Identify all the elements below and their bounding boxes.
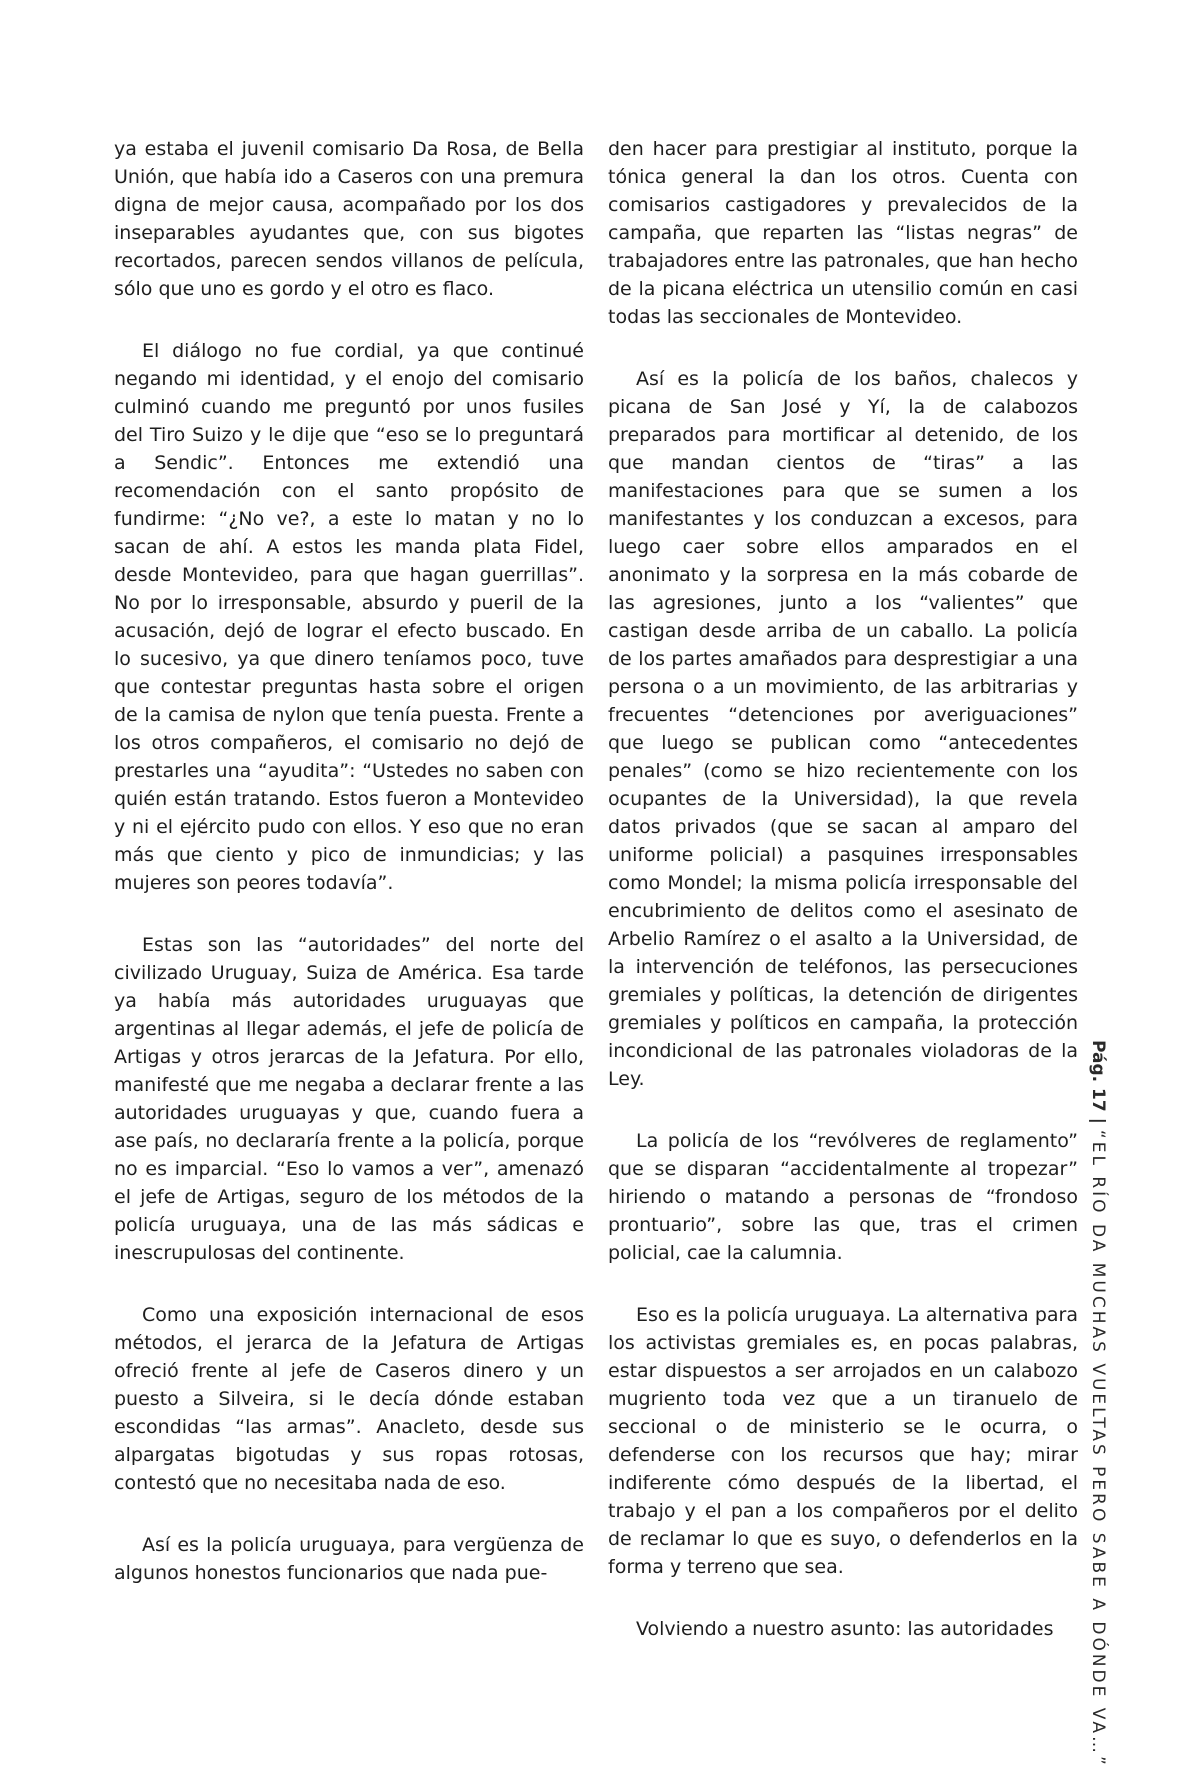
paragraph: Así es la policía uruguaya, para vergüenza de algunos honestos funcionarios que nada pue- [114, 1534, 584, 1584]
left-column [114, 135, 584, 1621]
page-footer-sidebar [1088, 1040, 1108, 1768]
paragraph: Así es la policía de los baños, chalecos y picana de San José y Yí, la de calabozos preparados para mortificar al detenido, de los que mandan cientos de “tiras” a las manifestaciones para que se sumen a los manifestantes y los conduzcan a excesos, para luego caer sobre ellos amparados en el anonimato y la sorpresa en la más cobarde de las agresiones, junto a los “valientes” que castigan desde arriba de un caballo. La policía de los partes amañados para desprestigiar a una persona o a un movimiento, de las arbitrarias y frecuentes “detenciones por averiguaciones” que luego se publican como “antecedentes penales” (como se hizo recientemente con los ocupantes de la Universidad), la que revela datos privados (que se sacan al amparo del uniforme policial) a pasquines irresponsables como Mondel; la misma policía irresponsable del encubrimiento de delitos como el asesinato de Arbelio Ramírez o el asalto a la Universidad, de la intervención de teléfonos, las persecuciones gremiales y políticas, la detención de dirigentes gremiales y políticos en campaña, la protección incondicional de las patronales violadoras de la Ley. [608, 368, 1078, 1090]
paragraph: Volviendo a nuestro asunto: las autoridades [636, 1618, 1054, 1640]
paragraph: Como una exposición internacional de esos métodos, el jerarca de la Jefatura de Artigas ofreció frente al jefe de Caseros dinero y un puesto a Silveira, si le decía dónde estaban escondidas “las armas”. Anacleto, desde sus alpargatas bigotudas y sus ropas rotosas, contestó que no necesitaba nada de eso. [114, 1304, 584, 1494]
paragraph: El diálogo no fue cordial, ya que continué negando mi identidad, y el enojo del comisario culminó cuando me preguntó por unos fusiles del Tiro Suizo y le dije que “eso se lo preguntará a Sendic”. Entonces me extendió una recomendación con el santo propósito de fundirme: “¿No ve?, a este lo matan y no lo sacan de ahí. A estos les manda plata Fidel, desde Montevideo, para que hagan guerrillas”. No por lo irresponsable, absurdo y pueril de la acusación, dejó de lograr el efecto buscado. En lo sucesivo, ya que dinero teníamos poco, tuve que contestar preguntas hasta sobre el origen de la camisa de nylon que tenía puesta. Frente a los otros compañeros, el comisario no dejó de prestarles una “ayudita”: “Ustedes no saben con quién están tratando. Estos fueron a Montevideo y ni el ejército pudo con ellos. Y eso que no eran más que ciento y pico de inmundicias; y las mujeres son peores todavía”. [114, 340, 584, 894]
paragraph: den hacer para prestigiar al instituto, porque la tónica general la dan los otros. Cuenta con comisarios castigadores y prevalecidos de la campaña, que reparten las “listas negras” de trabajadores entre las patronales, que han hecho de la picana eléctrica un utensilio común en casi todas las seccionales de Montevideo. [608, 138, 1078, 328]
paragraph: ya estaba el juvenil comisario Da Rosa, de Bella Unión, que había ido a Caseros con una premura digna de mejor causa, acompañado por los dos inseparables ayudantes que, con sus bigotes recortados, parecen sendos villanos de película, sólo que uno es gordo y el otro es flaco. [114, 138, 584, 300]
page-number: Pág. 17 [1088, 1040, 1108, 1112]
separator: | [1088, 1117, 1108, 1124]
paragraph: Estas son las “autoridades” del norte del civilizado Uruguay, Suiza de América. Esa tarde ya había más autoridades uruguayas que argentinas al llegar además, el jefe de policía de Artigas y otros jerarcas de la Jefatura. Por ello, manifesté que me negaba a declarar frente a las autoridades uruguayas y que, cuando fuera a ase país, no declararía frente a la policía, porque no es imparcial. “Eso lo vamos a ver”, amenazó el jefe de Artigas, seguro de los métodos de la policía uruguaya, una de las más sádicas e inescrupulosas del continente. [114, 934, 584, 1264]
paragraph: La policía de los “revólveres de reglamento” que se disparan “accidentalmente al tropezar” hiriendo o matando a personas de “frondoso prontuario”, sobre las que, tras el crimen policial, cae la calumnia. [608, 1130, 1078, 1264]
paragraph: Eso es la policía uruguaya. La alternativa para los activistas gremiales es, en pocas palabras, estar dispuestos a ser arrojados en un calabozo mugriento toda vez que a un tiranuelo de seccional o de ministerio se le ocurra, o defenderse con los recursos que hay; mirar indiferente cómo después de la libertad, el trabajo y el pan a los compañeros por el delito de reclamar lo que es suyo, o defenderlos en la forma y terreno que sea. [608, 1304, 1078, 1578]
running-title: “EL RÍO DA MUCHAS VUELTAS PERO SABE A DÓNDE VA…” [1088, 1129, 1108, 1768]
right-column [608, 135, 1078, 1677]
